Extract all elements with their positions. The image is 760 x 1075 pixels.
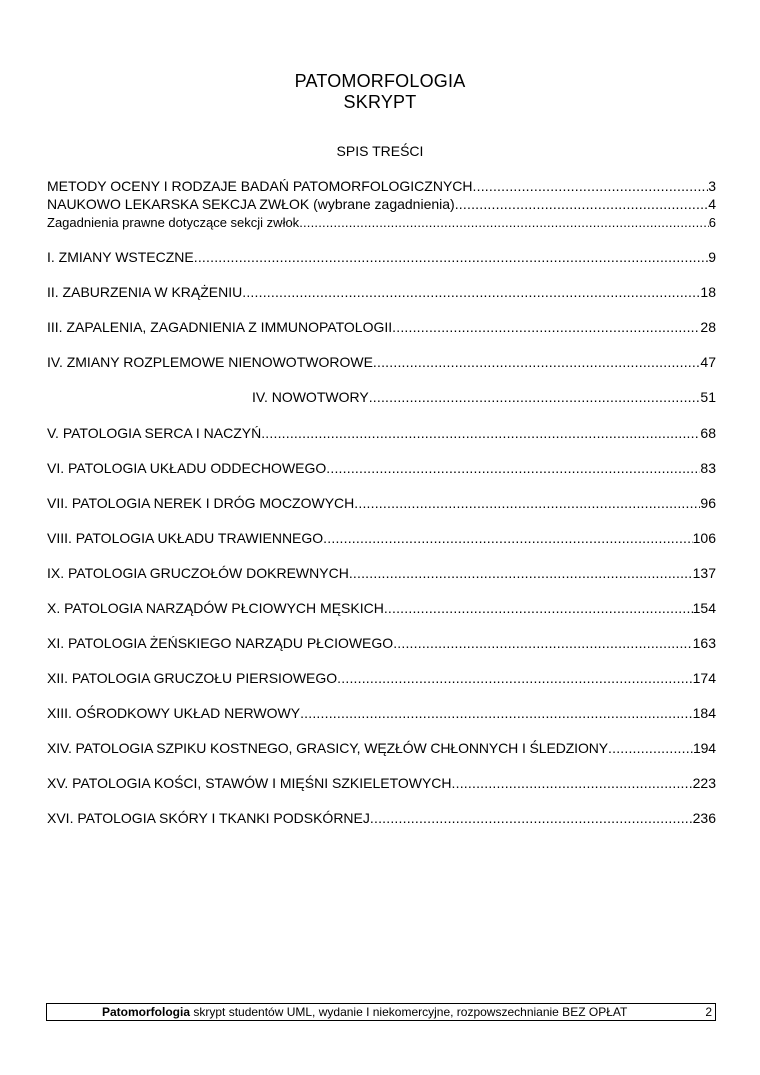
toc-entry[interactable] [47,739,716,757]
toc-leader-dots [326,459,700,477]
footer-page-number: 2 [705,1005,712,1019]
toc-entry-page: 194 [692,740,716,756]
toc-entry-label: IX. PATOLOGIA GRUCZOŁÓW DOKREWNYCH [47,565,349,581]
toc-leader-dots [369,388,701,406]
footer-bold-title: Patomorfologia [102,1005,191,1019]
toc-entry-label: IV. NOWOTWORY [252,389,369,405]
toc-entry-page: 184 [692,705,716,721]
toc-entry[interactable] [47,774,716,792]
page-title: PATOMORFOLOGIA [294,71,466,91]
toc-leader-dots [473,177,709,195]
toc-entry-label: II. ZABURZENIA W KRĄŻENIU [47,284,243,300]
toc-entry[interactable] [47,634,716,652]
toc-entry-page: 68 [700,425,716,441]
toc-leader-dots [392,318,700,336]
toc-entry[interactable] [47,809,716,827]
toc-entry[interactable] [47,353,716,371]
toc-leader-dots [384,599,693,617]
toc-entry[interactable] [47,214,716,231]
toc-entry-label: NAUKOWO LEKARSKA SEKCJA ZWŁOK (wybrane zagadnienia) [47,196,455,212]
toc-entry-page: 154 [692,600,716,616]
toc-entry[interactable] [47,283,716,301]
toc-leader-dots [452,774,693,792]
toc-entry-page: 96 [700,495,716,511]
toc-entry-label: VIII. PATOLOGIA UKŁADU TRAWIENNEGO [47,530,324,546]
toc-entry[interactable] [252,388,716,406]
toc-entry[interactable] [47,704,716,722]
toc-entry-label: XVI. PATOLOGIA SKÓRY I TKANKI PODSKÓRNEJ [47,810,370,826]
toc-entry-label: IV. ZMIANY ROZPLEMOWE NIENOWOTWOROWE [47,354,373,370]
toc-entry-page: 106 [692,530,716,546]
toc-leader-dots [300,704,693,722]
toc-entry-label: X. PATOLOGIA NARZĄDÓW PŁCIOWYCH MĘSKICH [47,600,384,616]
toc-entry-label: XIV. PATOLOGIA SZPIKU KOSTNEGO, GRASICY, WĘZŁÓW CHŁONNYCH I ŚLEDZIONY [47,740,609,756]
footer-text [102,1004,627,1020]
toc-entry-page: 223 [692,775,716,791]
toc-entry-label: METODY OCENY I RODZAJE BADAŃ PATOMORFOLOGICZNYCH [47,178,473,194]
toc-leader-dots [608,739,693,757]
toc-entry-page: 6 [708,215,716,230]
toc-entry-page: 51 [700,389,716,405]
page-subtitle: SKRYPT [343,92,417,112]
toc-entry-label: XV. PATOLOGIA KOŚCI, STAWÓW I MIĘŚNI SZKIELETOWYCH [47,775,452,791]
toc-leader-dots [323,529,692,547]
toc-leader-dots [373,353,701,371]
toc-leader-dots [393,634,692,652]
toc-entry-page: 137 [692,565,716,581]
toc-entry-label: VI. PATOLOGIA UKŁADU ODDECHOWEGO [47,460,327,476]
toc-leader-dots [194,248,708,266]
toc-leader-dots [261,424,700,442]
toc-entry-label: XIII. OŚRODKOWY UKŁAD NERWOWY [47,705,301,721]
toc-entry-page: 4 [708,196,716,212]
toc-entry-page: 18 [700,284,716,300]
toc-entry-page: 163 [692,635,716,651]
toc-entry-page: 47 [700,354,716,370]
toc-entry-label: Zagadnienia prawne dotyczące sekcji zwłok [47,215,300,230]
toc-entry-page: 9 [708,249,716,265]
toc-heading: SPIS TREŚCI [336,143,424,159]
toc-entry-label: III. ZAPALENIA, ZAGADNIENIA Z IMMUNOPATOLOGII [47,319,393,335]
toc-entry[interactable] [47,459,716,477]
toc-entry-label: XII. PATOLOGIA GRUCZOŁU PIERSIOWEGO [47,670,338,686]
toc-entry[interactable] [47,195,716,213]
page-footer [46,1003,716,1021]
toc-entry-page: 83 [700,460,716,476]
toc-entry-page: 236 [692,810,716,826]
toc-entry[interactable] [47,669,716,687]
toc-leader-dots [299,214,709,231]
toc-leader-dots [337,669,692,687]
toc-entry-label: V. PATOLOGIA SERCA I NACZYŃ [47,425,262,441]
toc-entry[interactable] [47,494,716,512]
toc-leader-dots [349,564,693,582]
toc-entry[interactable] [47,529,716,547]
footer-description: skrypt studentów UML, wydanie I niekomercyjne, rozpowszechnianie BEZ OPŁAT [190,1005,628,1019]
toc-entry[interactable] [47,318,716,336]
toc-entry-page: 174 [692,670,716,686]
toc-entry[interactable] [47,177,716,195]
toc-entry-label: VII. PATOLOGIA NEREK I DRÓG MOCZOWYCH [47,495,355,511]
toc-entry-page: 28 [700,319,716,335]
toc-entry[interactable] [47,424,716,442]
toc-leader-dots [370,809,693,827]
toc-entry[interactable] [47,564,716,582]
toc-entry[interactable] [47,248,716,266]
toc-leader-dots [455,195,708,213]
toc-entry-page: 3 [708,178,716,194]
toc-leader-dots [354,494,700,512]
toc-entry-label: I. ZMIANY WSTECZNE [47,249,194,265]
toc-entry[interactable] [47,599,716,617]
toc-leader-dots [242,283,700,301]
toc-entry-label: XI. PATOLOGIA ŻEŃSKIEGO NARZĄDU PŁCIOWEGO [47,635,394,651]
